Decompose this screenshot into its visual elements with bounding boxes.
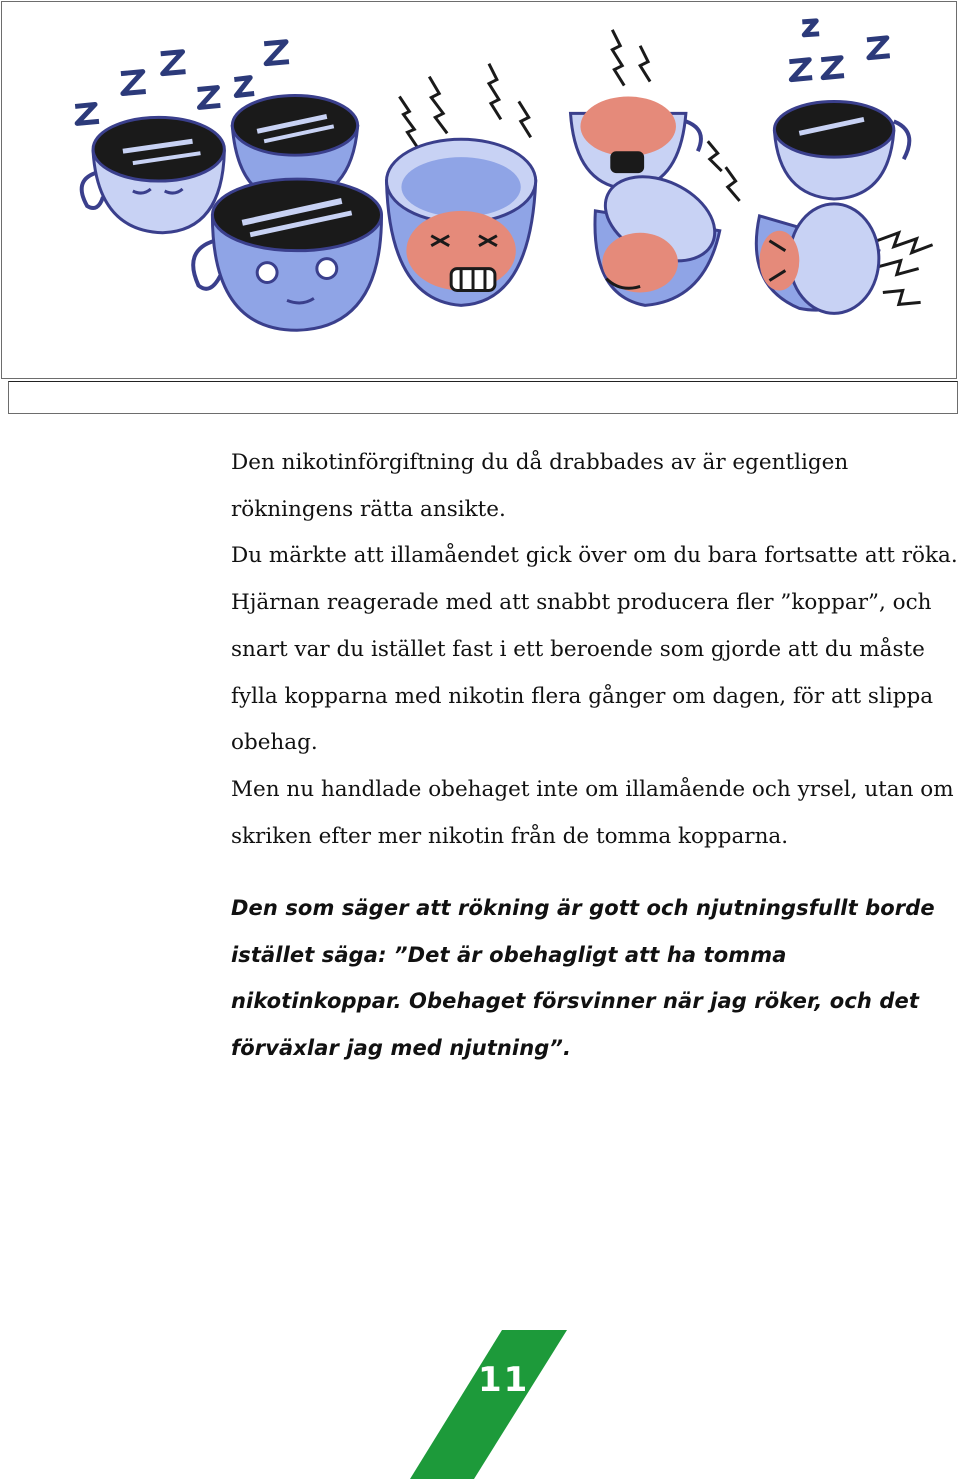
angry-empty-cup-icon [386,139,535,305]
paragraph-1: Den nikotinförgiftning du då drabbades av är egentligen rökningens rätta ansikte. [231,450,849,522]
green-tab-icon [410,1330,570,1479]
body-text [231,440,958,860]
conclusion-text: Den som säger att rökning är gott och njutningsfullt borde istället säga: ”Det är obehagligt att ha tomma nikotinkoppar. Obehaget försvinner när jag röker, och det förväxlar jag med njutning”. [231,896,935,1061]
tired-cup-icon [193,179,381,330]
illustration-caption-bar [8,381,958,414]
paragraph-2: Du märkte att illamåendet gick över om du bara fortsatte att röka. Hjärnan reagerade med att snabbt producera fler ”koppar”, och snart var du istället fast i ett beroende som gjorde att du måste fylla kopparna med nikotin flera gånger om dagen, för att slippa obehag. [231,543,958,756]
sleeping-cup-icon [82,117,225,232]
illustration [1,1,957,379]
paragraph-3: Men nu handlade obehaget inte om illamående och yrsel, utan om skriken efter mer nikotin från de tomma kopparna. [231,776,954,849]
tab-shape [410,1330,567,1479]
angry-tipped-cup-icon [756,204,879,313]
screaming-cup-icon [571,96,701,189]
sleep-zzz-icon [75,21,890,123]
page-number: 11 [478,1360,530,1400]
coffee-cups-illustration [2,2,956,378]
page-number-tab [410,1330,570,1479]
sleeping-cup-icon [774,101,909,198]
